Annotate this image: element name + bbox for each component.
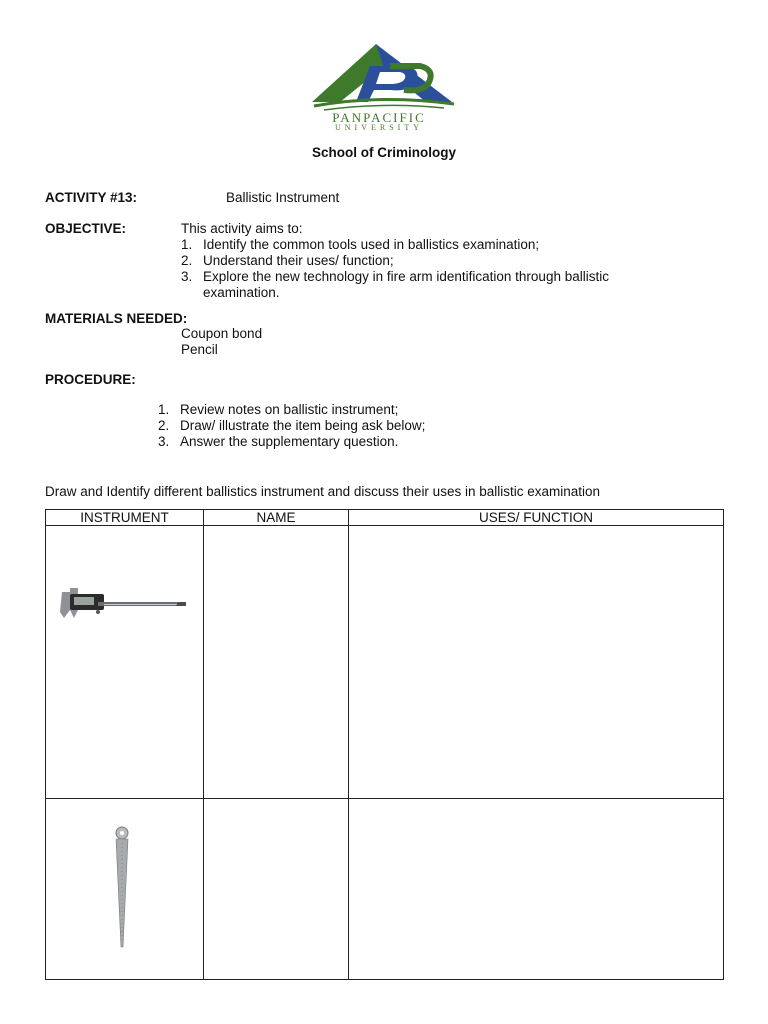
name-cell[interactable] [204, 799, 349, 980]
procedure-block [158, 402, 658, 450]
materials-label: MATERIALS NEEDED: [45, 311, 188, 326]
uses-cell[interactable] [349, 799, 724, 980]
table-row [46, 526, 724, 799]
activity-label: ACTIVITY #13: [45, 190, 138, 205]
list-item: 3. Explore the new technology in fire arm identification through ballistic examination. [181, 269, 609, 300]
header-instrument: INSTRUMENT [46, 510, 204, 526]
list-item: 1. Review notes on ballistic instrument; [158, 402, 399, 417]
header-name: NAME [204, 510, 349, 526]
procedure-label: PROCEDURE: [45, 372, 136, 387]
table-header-row [46, 510, 724, 526]
procedure-list [158, 402, 658, 450]
uses-cell[interactable] [349, 526, 724, 799]
list-item: 3. Answer the supplementary question. [158, 434, 399, 449]
name-cell[interactable] [204, 526, 349, 799]
digital-caliper-icon [58, 578, 188, 638]
instrument-cell [46, 526, 204, 799]
objective-block [181, 221, 681, 301]
list-item: 2. Draw/ illustrate the item being ask below; [158, 418, 426, 433]
instrument-table [45, 509, 724, 980]
instructions: Draw and Identify different ballistics instrument and discuss their uses in ballistic examination [45, 484, 601, 499]
list-item: 1. Identify the common tools used in ballistics examination; [181, 237, 540, 252]
objective-intro: This activity aims to: [181, 221, 303, 236]
materials-list [181, 326, 262, 358]
activity-value: Ballistic Instrument [226, 190, 340, 205]
objective-list [181, 237, 681, 301]
list-item: 2. Understand their uses/ function; [181, 253, 394, 268]
taper-gauge-icon [102, 825, 142, 955]
school-title: School of Criminology [312, 145, 456, 160]
logo-name: PANPACIFIC [332, 110, 426, 125]
logo-subtitle: UNIVERSITY [335, 123, 423, 132]
header-uses: USES/ FUNCTION [349, 510, 724, 526]
list-item: Coupon bond [181, 326, 263, 341]
table-row [46, 799, 724, 980]
objective-label: OBJECTIVE: [45, 221, 127, 236]
instrument-cell [46, 799, 204, 980]
list-item: Pencil [181, 342, 218, 357]
